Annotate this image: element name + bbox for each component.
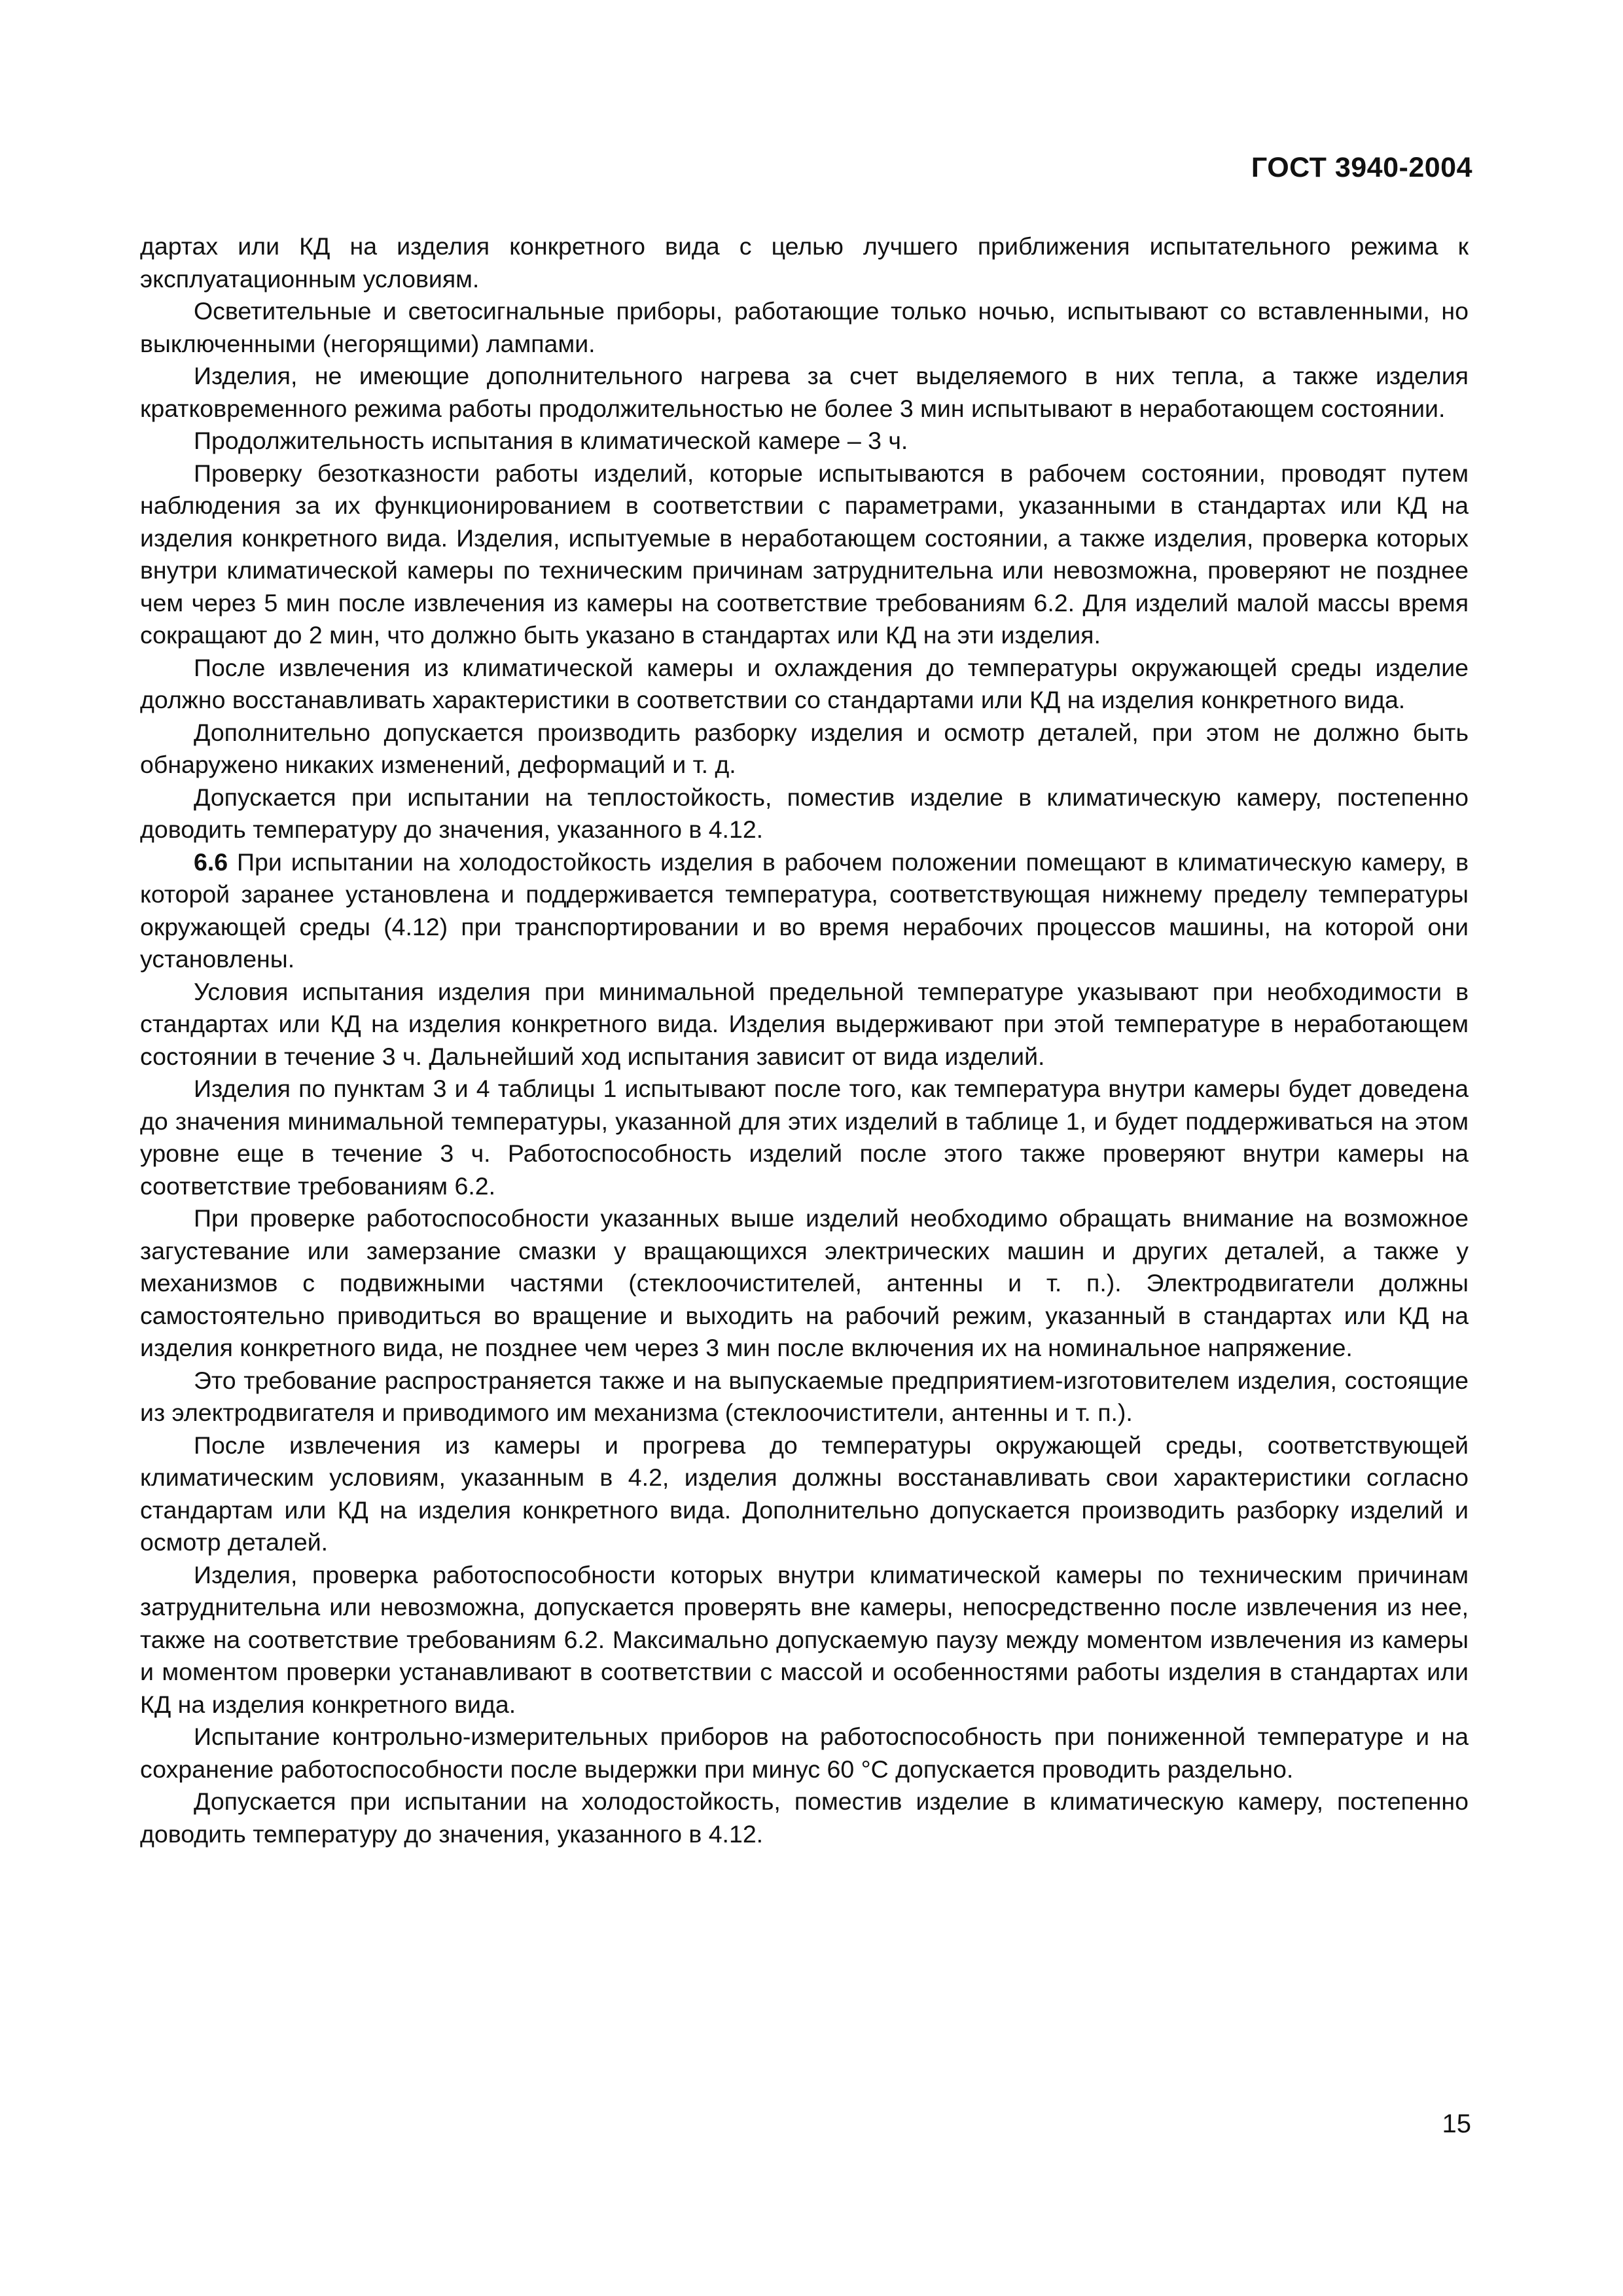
section-number: 6.6 — [194, 848, 228, 876]
standard-code-header: ГОСТ 3940-2004 — [1251, 152, 1472, 183]
paragraph: Это требование распространяется также и на выпускаемые предприятием-изготовителем изделия, состоящие из электродвигателя и приводимого им механизма (стеклоочистители, антенны и т. п.). — [140, 1366, 1469, 1426]
page-number: 15 — [1442, 2109, 1471, 2138]
section-6-6-paragraph — [140, 846, 1469, 976]
paragraph: Продолжительность испытания в климатической камере – 3 ч. — [194, 427, 908, 454]
paragraph: Изделия, проверка работоспособности которых внутри климатической камеры по техническим причинам затруднительна или невозможна, допускается проверять вне камеры, непосредственно после извлечения из нее, также на соответствие требованиям 6.2. Максимально допускаемую паузу между моментом извлечения из камеры и моментом проверки устанавливают в соответствии с массой и особенностями работы изделия в стандартах или КД на изделия конкретного вида. — [140, 1560, 1469, 1718]
paragraph: Испытание контрольно-измерительных приборов на работоспособность при пониженной температуре и на сохранение работоспособности после выдержки при минус 60 °С допускается проводить раздельно. — [140, 1723, 1469, 1783]
section-text: При испытании на холодостойкость изделия в рабочем положении помещают в климатическую камеру, в которой заранее установлена и поддерживается температура, соответствующая нижнему пределу температуры окружающей среды (4.12) при транспортировании и во время нерабочих процессов машины, на которой они установлены. — [140, 848, 1469, 973]
paragraph: Допускается при испытании на холодостойкость, поместив изделие в климатическую камеру, постепенно доводить температуру до значения, указанного в 4.12. — [140, 1787, 1469, 1848]
paragraph-continued: дартах или КД на изделия конкретного вида с целью лучшего приближения испытательного режима к эксплуатационным условиям. — [140, 232, 1469, 293]
paragraph: Изделия по пунктам 3 и 4 таблицы 1 испытывают после того, как температура внутри камеры будет доведена до значения минимальной температуры, указанной для этих изделий в таблице 1, и будет поддерживаться на этом уровне еще в течение 3 ч. Работоспособность изделий после этого также проверяют внутри камеры на соответствие требованиям 6.2. — [140, 1075, 1469, 1200]
paragraph: Дополнительно допускается производить разборку изделия и осмотр деталей, при этом не должно быть обнаружено никаких изменений, деформаций и т. д. — [140, 718, 1469, 778]
paragraph: Проверку безотказности работы изделий, которые испытываются в рабочем состоянии, проводят путем наблюдения за их функционированием в соответствии с параметрами, указанными в стандартах или КД на изделия конкретного вида. Изделия, испытуемые в неработающем состоянии, а также изделия, проверка которых внутри климатической камеры по техническим причинам затруднительна или невозможна, проверяют не позднее чем через 5 мин после извлечения из камеры на соответствие требованиям 6.2. Для изделий малой массы время сокращают до 2 мин, что должно быть указано в стандартах или КД на эти изделия. — [140, 459, 1469, 649]
paragraph: Допускается при испытании на теплостойкость, поместив изделие в климатическую камеру, постепенно доводить температуру до значения, указанного в 4.12. — [140, 783, 1469, 843]
paragraph: Условия испытания изделия при минимальной предельной температуре указывают при необходимости в стандартах или КД на изделия конкретного вида. Изделия выдерживают при этой температуре в неработающем состоянии в течение 3 ч. Дальнейший ход испытания зависит от вида изделий. — [140, 977, 1469, 1070]
paragraph: Изделия, не имеющие дополнительного нагрева за счет выделяемого в них тепла, а также изделия кратковременного режима работы продолжительностью не более 3 мин испытывают в неработающем состоянии. — [140, 362, 1469, 422]
paragraph: После извлечения из камеры и прогрева до температуры окружающей среды, соответствующей климатическим условиям, указанным в 4.2, изделия должны восстанавливать свои характеристики согласно стандартам или КД на изделия конкретного вида. Дополнительно допускается производить разборку изделий и осмотр деталей. — [140, 1431, 1469, 1556]
paragraph: После извлечения из климатической камеры и охлаждения до температуры окружающей среды изделие должно восстанавливать характеристики в соответствии со стандартами или КД на изделия конкретного вида. — [140, 653, 1469, 713]
paragraph: При проверке работоспособности указанных выше изделий необходимо обращать внимание на возможное загустевание или замерзание смазки у вращающихся электрических машин и других деталей, а также у механизмов с подвижными частями (стеклоочистителей, антенны и т. п.). Электродвигатели должны самостоятельно приводиться во вращение и выходить на рабочий режим, указанный в стандартах или КД на изделия конкретного вида, не позднее чем через 3 мин после включения их на номинальное напряжение. — [140, 1204, 1469, 1361]
paragraph: Осветительные и светосигнальные приборы, работающие только ночью, испытывают со вставленными, но выключенными (негорящими) лампами. — [140, 297, 1469, 357]
document-body — [140, 230, 1469, 1850]
